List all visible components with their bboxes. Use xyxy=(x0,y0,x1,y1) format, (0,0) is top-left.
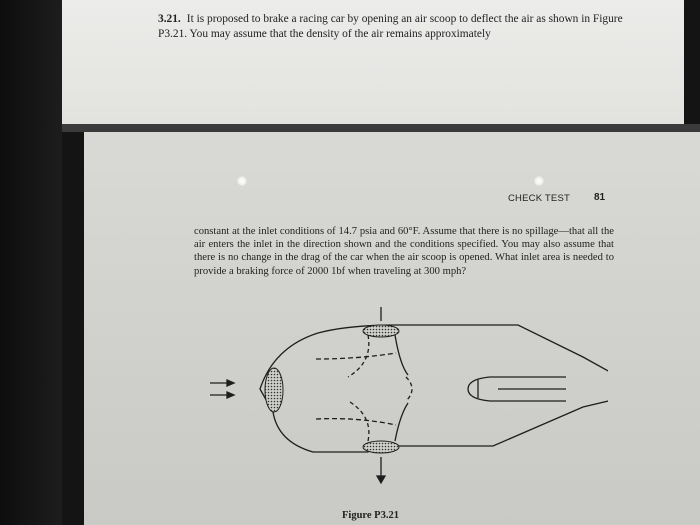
figure-caption: Figure P3.21 xyxy=(342,510,399,521)
racing-car-air-scoop-diagram xyxy=(168,307,608,507)
light-glare xyxy=(237,176,247,186)
problem-number: 3.21. xyxy=(158,13,181,25)
problem-statement xyxy=(158,12,628,41)
page-divider xyxy=(62,124,700,132)
scoop-vane xyxy=(406,377,412,401)
problem-text: It is proposed to brake a racing car by opening an air scoop to deflect the air as shown in Figure P3.21. You may assume that the density of the air remains approximately xyxy=(158,13,623,40)
previous-page-top xyxy=(62,0,684,124)
scoop-vane xyxy=(348,335,369,377)
problem-continuation: constant at the inlet conditions of 14.7 psia and 60°F. Assume that there is no spillage—that all the air enters the inlet in the direction shown and the conditions specified. You may also assume that there is no change in the drag of the car when the air scoop is opened. What inlet area is needed to provide a braking force of 2000 1bf when traveling at 300 mph? xyxy=(194,226,614,277)
scoop-vane xyxy=(395,335,408,375)
flow-guide-line xyxy=(316,419,396,425)
figure-p3-21 xyxy=(168,307,608,507)
inlet-opening xyxy=(265,368,283,412)
arrow-head-down xyxy=(377,476,385,483)
dark-background-edge xyxy=(0,0,62,525)
arrow-head-right xyxy=(227,392,234,398)
lower-scoop-outlet xyxy=(363,441,399,453)
running-header: CHECK TEST xyxy=(508,193,571,204)
flow-guide-line xyxy=(316,353,396,359)
scoop-vane xyxy=(350,402,369,441)
page-number: 81 xyxy=(594,192,606,203)
upper-scoop-outlet xyxy=(363,325,399,337)
light-glare xyxy=(534,176,544,186)
scoop-vane xyxy=(395,403,408,441)
next-page xyxy=(84,132,700,525)
arrow-head-right xyxy=(227,380,234,386)
